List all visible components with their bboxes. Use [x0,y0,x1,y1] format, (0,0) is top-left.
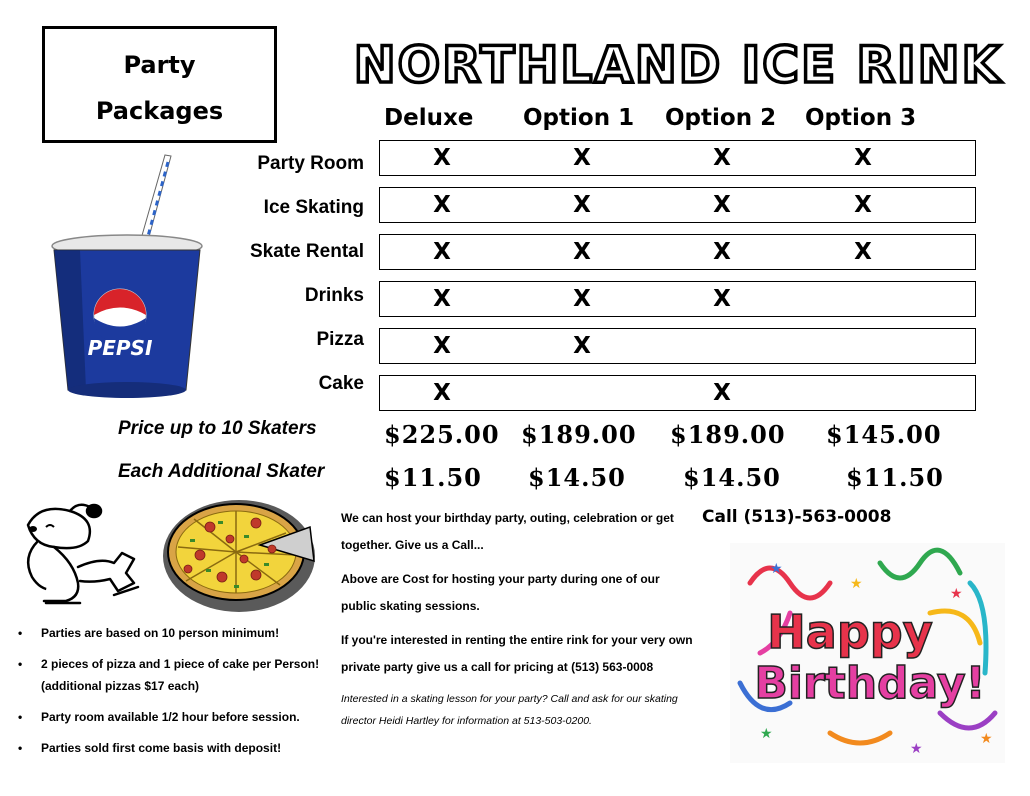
mark-ice-skating-option1: X [573,192,591,218]
row-box-cake [379,375,976,411]
row-label-party-room: Party Room [257,153,364,174]
call-phone-text: Call (513)-563-0008 [702,507,892,527]
info-paragraph-3: If you're interested in renting the entire rink for your very own private party give us a call for pricing at (513) 563-0008 [341,633,693,674]
additional-option1: $14.50 [528,463,626,492]
row-label-drinks: Drinks [304,285,364,306]
info-paragraph-4: Interested in a skating lesson for your party? Call and ask for our skating director Heidi Hartley for information at 513-503-0200. [341,693,678,727]
banner-line2: Birthday! [754,658,986,709]
cup-brand-text: PEPSI [87,336,153,360]
additional-option2: $14.50 [683,463,781,492]
list-item: • Parties sold first come basis with deposit! [18,737,338,759]
row-label-pizza: Pizza [316,329,364,350]
additional-label: Each Additional Skater [118,461,325,482]
svg-text:★: ★ [980,731,993,747]
row-box-skate-rental [379,234,976,270]
row-label-ice-skating: Ice Skating [263,197,364,218]
banner-line1: Happy [767,605,933,659]
col-head-option1: Option 1 [523,105,635,131]
additional-option3: $11.50 [846,463,944,492]
svg-text:★: ★ [850,576,863,592]
col-head-deluxe: Deluxe [384,105,474,131]
mark-pizza-deluxe: X [433,333,451,359]
svg-text:★: ★ [760,726,773,742]
pizza-image [160,497,318,615]
rink-title-text: NORTHLAND ICE RINK [353,36,1003,94]
svg-text:★: ★ [950,586,963,602]
rules-list [18,622,338,768]
party-packages-line2: Packages [95,97,224,125]
party-packages-line1: Party [123,51,196,79]
additional-deluxe: $11.50 [384,463,482,492]
row-box-party-room [379,140,976,176]
col-head-option3: Option 3 [805,105,917,131]
info-paragraph-1: We can host your birthday party, outing, celebration or get together. Give us a Call... [341,511,674,552]
row-label-skate-rental: Skate Rental [249,241,364,262]
price-option3: $145.00 [826,420,942,449]
happy-birthday-image [730,543,1005,763]
mark-party-room-option1: X [573,145,591,171]
party-packages-box [42,26,277,143]
price-label: Price up to 10 Skaters [118,418,317,439]
mark-party-room-option2: X [713,145,731,171]
list-item: • Parties are based on 10 person minimum! [18,622,338,644]
mark-drinks-option1: X [573,286,591,312]
mark-skate-rental-option1: X [573,239,591,265]
svg-text:★: ★ [910,741,923,757]
mark-ice-skating-option2: X [713,192,731,218]
mark-cake-option2: X [713,380,731,406]
mark-skate-rental-option3: X [854,239,872,265]
mark-cake-deluxe: X [433,380,451,406]
mark-skate-rental-deluxe: X [433,239,451,265]
skating-dog-image [18,497,148,610]
mark-ice-skating-option3: X [854,192,872,218]
row-box-ice-skating [379,187,976,223]
mark-skate-rental-option2: X [713,239,731,265]
list-item: • Party room available 1/2 hour before session. [18,706,338,728]
mark-ice-skating-deluxe: X [433,192,451,218]
svg-text:★: ★ [770,561,783,577]
row-box-drinks [379,281,976,317]
mark-pizza-option1: X [573,333,591,359]
mark-drinks-option2: X [713,286,731,312]
list-item: • 2 pieces of pizza and 1 piece of cake per Person! (additional pizzas $17 each) [18,653,338,697]
pepsi-cup-image [40,150,220,405]
row-label-cake: Cake [318,373,364,394]
mark-party-room-option3: X [854,145,872,171]
col-head-option2: Option 2 [665,105,777,131]
price-deluxe: $225.00 [384,420,500,449]
info-paragraph-2: Above are Cost for hosting your party during one of our public skating sessions. [341,572,660,613]
rink-title [353,36,1003,94]
row-box-pizza [379,328,976,364]
price-option2: $189.00 [670,420,786,449]
price-option1: $189.00 [521,420,637,449]
mark-party-room-deluxe: X [433,145,451,171]
mark-drinks-deluxe: X [433,286,451,312]
